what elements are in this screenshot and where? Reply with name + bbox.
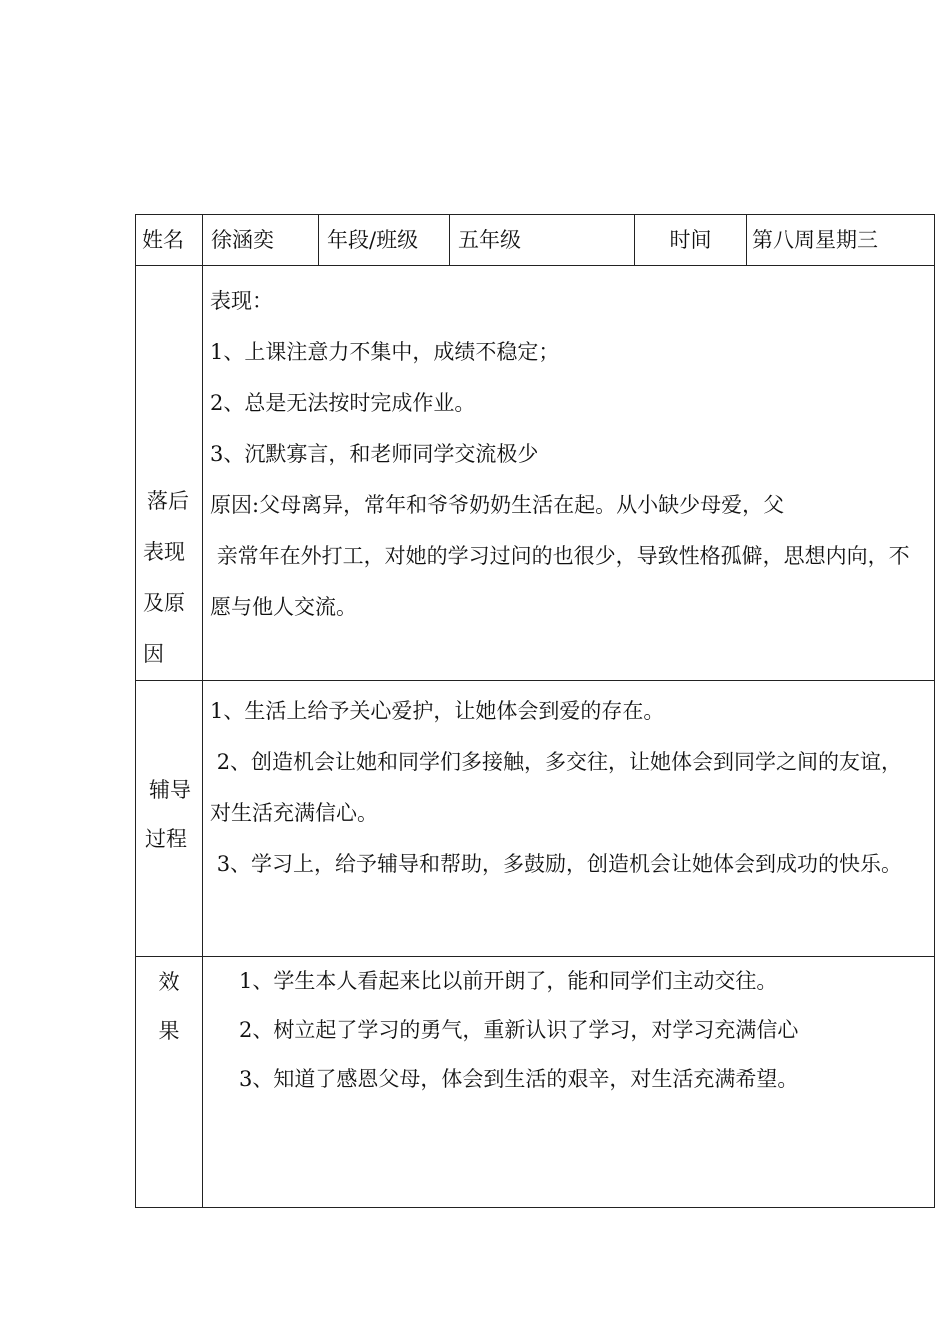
guidance-line: 2、创造机会让她和同学们多接触，多交往，让她体会到同学之间的友谊，对生活充满信心。	[210, 750, 903, 825]
performance-line: 表现：	[210, 289, 273, 313]
grade-label-cell	[319, 215, 450, 266]
grade-value: 五年级	[458, 228, 521, 252]
guidance-line: 3、学习上，给予辅导和帮助，多鼓励，创造机会让她体会到成功的快乐。	[210, 852, 903, 876]
performance-content-cell	[203, 266, 935, 681]
performance-label-line: 表现	[143, 540, 185, 564]
guidance-row	[136, 681, 935, 957]
time-value: 第八周星期三	[752, 228, 878, 252]
performance-line: 原因:父母离异，常年和爷爷奶奶生活在起。从小缺少母爱，父	[210, 493, 785, 517]
performance-label	[143, 266, 195, 680]
name-label-cell	[136, 215, 203, 266]
grade-label: 年段/班级	[327, 228, 419, 252]
guidance-label-line: 辅导	[149, 777, 191, 802]
guidance-label-line: 过程	[145, 826, 187, 851]
name-value: 徐涵奕	[211, 228, 274, 252]
effect-label	[158, 957, 180, 1056]
effect-line: 3、知道了感恩父母，体会到生活的艰辛，对生活充满希望。	[239, 1067, 799, 1091]
effect-label-cell	[136, 957, 203, 1208]
effect-label-line: 果	[158, 1019, 180, 1043]
grade-value-cell	[450, 215, 635, 266]
performance-line: 亲常年在外打工，对她的学习过问的也很少，导致性格孤僻，思想内向，不愿与他人交流。	[210, 544, 910, 619]
guidance-label	[145, 766, 193, 872]
header-row	[136, 215, 935, 266]
performance-line: 3、沉默寡言，和老师同学交流极少	[210, 442, 539, 466]
name-value-cell	[203, 215, 319, 266]
performance-label-line: 及原	[143, 591, 185, 615]
time-label-cell	[635, 215, 747, 266]
effect-line: 2、树立起了学习的勇气，重新认识了学习，对学习充满信心	[239, 1018, 799, 1042]
performance-label-line: 因	[143, 642, 164, 666]
effect-label-line: 效	[158, 970, 180, 994]
record-table	[135, 214, 935, 1208]
time-label: 时间	[669, 228, 712, 252]
performance-row	[136, 266, 935, 681]
effect-content-cell	[203, 957, 935, 1208]
performance-line: 1、上课注意力不集中，成绩不稳定；	[210, 340, 560, 364]
name-label: 姓名	[142, 228, 184, 252]
performance-line: 2、总是无法按时完成作业。	[210, 391, 476, 415]
performance-label-line: 落后	[147, 489, 189, 513]
performance-label-cell	[136, 266, 203, 681]
guidance-label-cell	[136, 681, 203, 957]
guidance-line: 1、生活上给予关心爱护，让她体会到爱的存在。	[210, 699, 665, 723]
effect-row	[136, 957, 935, 1208]
time-value-cell	[747, 215, 935, 266]
effect-line: 1、学生本人看起来比以前开朗了，能和同学们主动交往。	[239, 969, 778, 993]
guidance-content-cell	[203, 681, 935, 957]
